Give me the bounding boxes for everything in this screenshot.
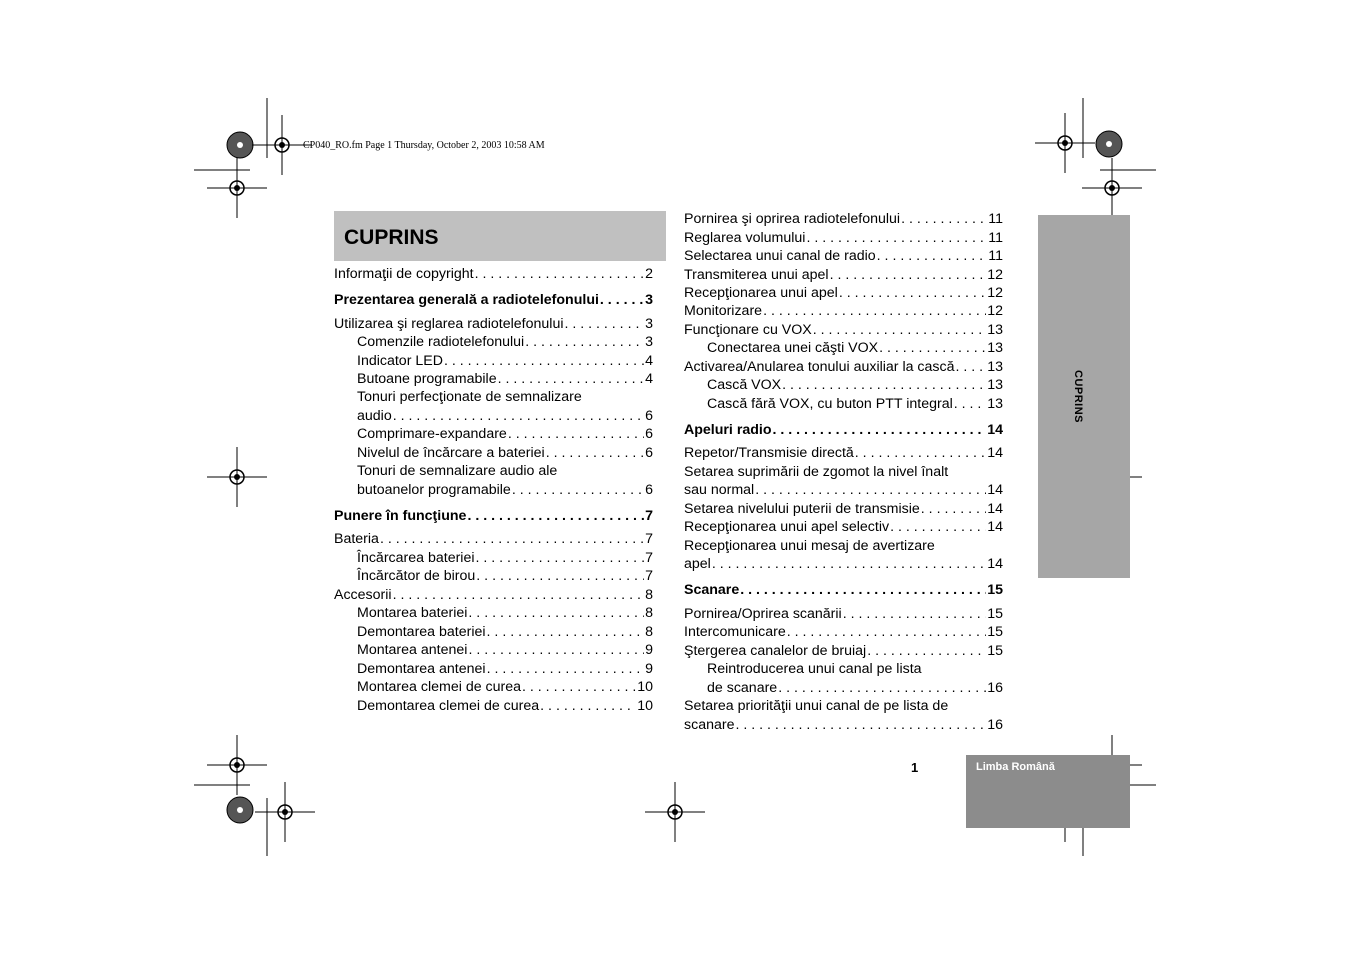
language-label: Limba Română <box>976 761 1055 773</box>
toc-section-entry[interactable]: Apeluri radio . . . 14 <box>684 421 1003 439</box>
toc-subentry[interactable]: Cască VOX . . . 13 <box>707 376 1003 394</box>
toc-entry[interactable]: Reglarea volumului . . . 11 <box>684 229 1003 247</box>
toc-subentry[interactable]: Nivelul de încărcare a bateriei . . . 6 <box>357 444 653 462</box>
toc-subentry[interactable]: Demontarea antenei . . . 9 <box>357 660 653 678</box>
toc-subentry[interactable]: Demontarea bateriei . . . 8 <box>357 623 653 641</box>
side-tab-label: CUPRINS <box>1072 370 1084 424</box>
toc-section-entry[interactable]: Prezentarea generală a radiotelefonului . . . 3 <box>334 291 653 309</box>
toc-entry[interactable]: apel . . . 14 <box>684 555 1003 573</box>
toc-subentry[interactable]: Montarea antenei . . . 9 <box>357 641 653 659</box>
toc-subentry-line: Tonuri perfecţionate de semnalizare <box>357 389 582 405</box>
registration-cross-icon <box>255 782 315 842</box>
page-title: CUPRINS <box>344 226 439 249</box>
toc-subentry[interactable]: Încărcător de birou . . . 7 <box>357 567 653 585</box>
toc-section-entry[interactable]: Scanare . . . 15 <box>684 581 1003 599</box>
toc-entry[interactable]: Pornirea/Oprirea scanării . . . 15 <box>684 605 1003 623</box>
toc-entry[interactable]: Selectarea unui canal de radio . . . 11 <box>684 247 1003 265</box>
toc-entry[interactable]: Recepţionarea unui apel . . . 12 <box>684 284 1003 302</box>
toc-entry[interactable]: Transmiterea unui apel . . . 12 <box>684 266 1003 284</box>
toc-entry[interactable]: Recepţionarea unui apel selectiv . . . 14 <box>684 518 1003 536</box>
side-tab <box>1038 215 1130 578</box>
toc-subentry[interactable]: Indicator LED . . . 4 <box>357 352 653 370</box>
toc-entry[interactable]: Accesorii . . . 8 <box>334 586 653 604</box>
toc-entry[interactable]: Ştergerea canalelor de bruiaj . . . 15 <box>684 642 1003 660</box>
toc-entry[interactable]: Utilizarea şi reglarea radiotelefonului . . . 3 <box>334 315 653 333</box>
registration-cross-icon <box>207 158 267 218</box>
registration-wheel-icon <box>227 797 253 823</box>
toc-entry[interactable]: scanare . . . 16 <box>684 716 1003 734</box>
toc-left-column <box>334 265 653 725</box>
language-box <box>966 755 1130 828</box>
registration-wheel-icon <box>1096 131 1122 157</box>
toc-subentry[interactable]: Cască fără VOX, cu buton PTT integral . . . 13 <box>707 395 1003 413</box>
toc-subentry[interactable]: audio . . . 6 <box>357 407 653 425</box>
toc-subentry-line: Tonuri de semnalizare audio ale <box>357 463 558 479</box>
toc-entry[interactable]: Activarea/Anularea tonului auxiliar la cască . . . 13 <box>684 358 1003 376</box>
toc-section-entry[interactable]: Punere în funcţiune . . . 7 <box>334 507 653 525</box>
toc-entry[interactable]: Intercomunicare . . . 15 <box>684 623 1003 641</box>
toc-right-column <box>684 210 1003 740</box>
title-box <box>334 211 666 261</box>
toc-entry[interactable]: Monitorizare . . . 12 <box>684 302 1003 320</box>
toc-subentry[interactable]: Montarea clemei de curea . . . 10 <box>357 678 653 696</box>
toc-entry[interactable]: Funcţionare cu VOX . . . 13 <box>684 321 1003 339</box>
toc-subentry-line: Reintroducerea unui canal pe lista <box>707 661 922 677</box>
registration-cross-icon <box>207 735 267 795</box>
toc-subentry[interactable]: Comprimare-expandare . . . 6 <box>357 425 653 443</box>
toc-entry[interactable]: Informaţii de copyright . . . 2 <box>334 265 653 283</box>
page-number: 1 <box>911 760 919 775</box>
file-header-line: CP040_RO.fm Page 1 Thursday, October 2, 2003 10:58 AM <box>303 140 545 151</box>
toc-entry-line: Recepţionarea unui mesaj de avertizare <box>684 538 935 554</box>
toc-subentry[interactable]: Comenzile radiotelefonului . . . 3 <box>357 333 653 351</box>
toc-entry[interactable]: Repetor/Transmisie directă . . . 14 <box>684 444 1003 462</box>
registration-cross-icon <box>1035 113 1095 173</box>
toc-entry[interactable]: Bateria . . . 7 <box>334 530 653 548</box>
toc-subentry[interactable]: Montarea bateriei . . . 8 <box>357 604 653 622</box>
toc-subentry[interactable]: butoanelor programabile . . . 6 <box>357 481 653 499</box>
toc-entry[interactable]: Pornirea şi oprirea radiotelefonului . . . 11 <box>684 210 1003 228</box>
toc-subentry[interactable]: Conectarea unei căşti VOX . . . 13 <box>707 339 1003 357</box>
registration-cross-icon <box>645 782 705 842</box>
registration-wheel-icon <box>227 132 253 158</box>
toc-subentry[interactable]: de scanare . . . 16 <box>707 679 1003 697</box>
registration-cross-icon <box>207 447 267 507</box>
toc-subentry[interactable]: Demontarea clemei de curea . . . 10 <box>357 697 653 715</box>
toc-subentry[interactable]: Încărcarea bateriei . . . 7 <box>357 549 653 567</box>
toc-entry-line: Setarea suprimării de zgomot la nivel înalt <box>684 464 949 480</box>
toc-entry[interactable]: Setarea nivelului puterii de transmisie . . . 14 <box>684 500 1003 518</box>
toc-subentry[interactable]: Butoane programabile . . . 4 <box>357 370 653 388</box>
toc-entry[interactable]: sau normal . . . 14 <box>684 481 1003 499</box>
toc-entry-line: Setarea priorităţii unui canal de pe lista de <box>684 698 949 714</box>
registration-cross-icon <box>1082 158 1142 218</box>
